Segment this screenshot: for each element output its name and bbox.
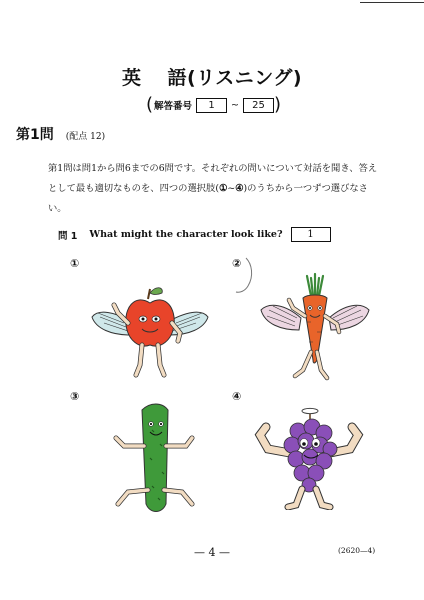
option-2-label[interactable]: ② — [232, 257, 242, 270]
page-title — [0, 63, 424, 90]
option-4-label[interactable]: ④ — [232, 390, 242, 403]
page-number: — 4 — — [194, 546, 230, 559]
question-points: (配点 12) — [65, 132, 106, 142]
answer-range-label: 解答番号 — [154, 101, 193, 112]
top-rule — [360, 2, 424, 3]
answer-range-end-box: 25 — [243, 98, 274, 113]
item-1-answer-box[interactable]: 1 — [291, 227, 331, 242]
answer-range-separator: ~ — [231, 99, 240, 111]
apple-angel-icon[interactable] — [90, 283, 210, 383]
carrot-angel-icon[interactable] — [255, 272, 375, 387]
answer-range-start-box: 1 — [196, 98, 227, 113]
option-1-label[interactable]: ① — [70, 257, 80, 270]
grape-strongman-icon[interactable] — [252, 405, 367, 510]
question-heading — [16, 124, 105, 144]
page-code: (2620—4) — [338, 546, 376, 555]
answer-number-range: ( 解答番号 1 ~ 25 ) — [146, 94, 282, 115]
item-1-question: What might the character look like? — [89, 229, 283, 240]
question-instructions: 第1問は問1から問6までの6問です。それぞれの問いについて対話を聞き、答えとして最も適切なものを、四つの選択肢(①~④)のうちから一つずつ選びなさい。 — [48, 163, 378, 214]
pencil-mark-icon — [228, 254, 258, 298]
question-title: 第1問 — [16, 127, 54, 143]
title-subtitle: 語(リスニング) — [167, 67, 303, 89]
option-3-label[interactable]: ③ — [70, 390, 80, 403]
title-subject: 英 — [121, 67, 142, 89]
item-1-number: 問 1 — [58, 230, 78, 242]
item-1 — [58, 227, 331, 242]
cucumber-icon[interactable] — [100, 400, 210, 520]
